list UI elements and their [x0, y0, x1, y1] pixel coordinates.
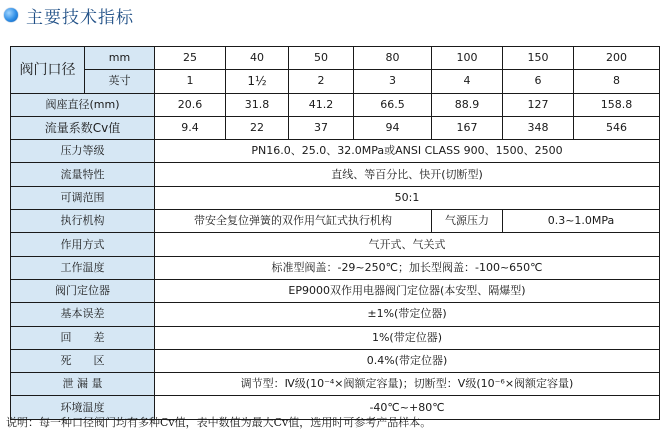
leakage-label: 泄 漏 量 — [11, 373, 155, 396]
seat-value: 41.2 — [289, 93, 354, 116]
action-value: 气开式、气关式 — [155, 233, 660, 256]
basic-error-label: 基本误差 — [11, 303, 155, 326]
leakage-value: 调节型：Ⅳ级(10⁻⁴×阀额定容量)；切断型：Ⅴ级(10⁻⁶×阀额定容量) — [155, 373, 660, 396]
table-row-dead-band — [11, 349, 660, 372]
mm-value: 100 — [432, 47, 503, 70]
positioner-label: 阀门定位器 — [11, 279, 155, 302]
mm-value: 150 — [503, 47, 574, 70]
hysteresis-value: 1%(带定位器) — [155, 326, 660, 349]
dead-band-label: 死 区 — [11, 349, 155, 372]
cv-value: 37 — [289, 116, 354, 139]
dead-band-value: 0.4%(带定位器) — [155, 349, 660, 372]
mm-label: mm — [85, 47, 155, 70]
seat-value: 20.6 — [155, 93, 226, 116]
table-row-inch — [11, 70, 660, 93]
table-row-basic-error — [11, 303, 660, 326]
table-row-seat — [11, 93, 660, 116]
actuator-value: 带安全复位弹簧的双作用气缸式执行机构 — [155, 210, 432, 233]
inch-value: 4 — [432, 70, 503, 93]
mm-value: 25 — [155, 47, 226, 70]
action-label: 作用方式 — [11, 233, 155, 256]
inch-value: 6 — [503, 70, 574, 93]
bullet-icon — [4, 8, 18, 22]
seat-value: 66.5 — [354, 93, 432, 116]
air-pressure-label: 气源压力 — [432, 210, 503, 233]
air-pressure-value: 0.3~1.0MPa — [503, 210, 660, 233]
table-row-pressure — [11, 140, 660, 163]
cv-label: 流量系数Cv值 — [11, 116, 155, 139]
size-label: 阀门口径 — [11, 47, 85, 94]
inch-value: 8 — [574, 70, 660, 93]
mm-value: 80 — [354, 47, 432, 70]
hysteresis-label: 回 差 — [11, 326, 155, 349]
cv-value: 167 — [432, 116, 503, 139]
footnote: 说明：每一种口径阀门均有多种Cv值，表中数值为最大Cv值，选用时可参考产品样本。 — [6, 416, 432, 429]
ambient-value: -40℃~+80℃ — [155, 396, 660, 419]
pressure-value: PN16.0、25.0、32.0MPa或ANSI CLASS 900、1500、2500 — [155, 140, 660, 163]
table-row-flow-characteristic — [11, 163, 660, 186]
inch-value: 1½ — [226, 70, 289, 93]
temp-value: 标准型阀盖：-29~250℃；加长型阀盖：-100~650℃ — [155, 256, 660, 279]
pressure-label: 压力等级 — [11, 140, 155, 163]
table-row-hysteresis — [11, 326, 660, 349]
inch-label: 英寸 — [85, 70, 155, 93]
table-row-range — [11, 186, 660, 209]
positioner-value: EP9000双作用电器阀门定位器(本安型、隔爆型) — [155, 279, 660, 302]
section-heading — [4, 4, 134, 26]
mm-value: 200 — [574, 47, 660, 70]
basic-error-value: ±1%(带定位器) — [155, 303, 660, 326]
table-row-positioner — [11, 279, 660, 302]
spec-table — [10, 46, 660, 420]
cv-value: 22 — [226, 116, 289, 139]
mm-value: 50 — [289, 47, 354, 70]
seat-label: 阀座直径(mm) — [11, 93, 155, 116]
cv-value: 546 — [574, 116, 660, 139]
table-row-temperature — [11, 256, 660, 279]
seat-value: 31.8 — [226, 93, 289, 116]
mm-value: 40 — [226, 47, 289, 70]
flow-char-value: 直线、等百分比、快开(切断型) — [155, 163, 660, 186]
seat-value: 88.9 — [432, 93, 503, 116]
inch-value: 3 — [354, 70, 432, 93]
table-row-leakage — [11, 373, 660, 396]
inch-value: 1 — [155, 70, 226, 93]
seat-value: 158.8 — [574, 93, 660, 116]
seat-value: 127 — [503, 93, 574, 116]
flow-char-label: 流量特性 — [11, 163, 155, 186]
actuator-label: 执行机构 — [11, 210, 155, 233]
cv-value: 94 — [354, 116, 432, 139]
ambient-label: 环境温度 — [11, 396, 155, 419]
heading-title: 主要技术指标 — [26, 7, 134, 28]
temp-label: 工作温度 — [11, 256, 155, 279]
table-row-actuator — [11, 210, 660, 233]
table-row-cv — [11, 116, 660, 139]
table-row-action — [11, 233, 660, 256]
cv-value: 9.4 — [155, 116, 226, 139]
inch-value: 2 — [289, 70, 354, 93]
range-label: 可调范围 — [11, 186, 155, 209]
range-value: 50:1 — [155, 186, 660, 209]
cv-value: 348 — [503, 116, 574, 139]
table-row-mm — [11, 47, 660, 70]
